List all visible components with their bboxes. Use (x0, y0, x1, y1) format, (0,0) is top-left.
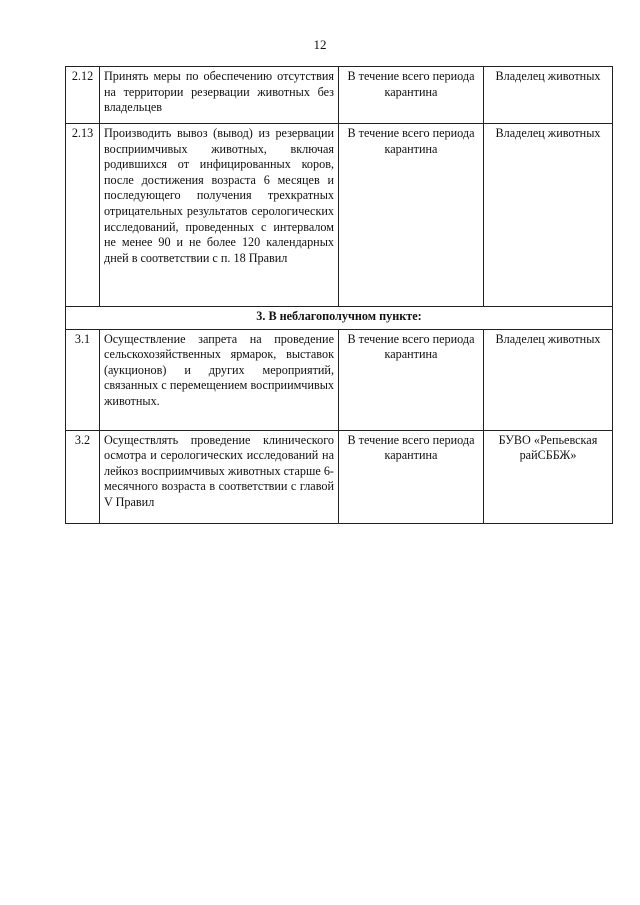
item-term: В течение всего периода карантина (339, 67, 484, 124)
item-measure: Производить вывоз (вывод) из резервации восприимчивых животных, включая родившихся от инфицированных коров, после достижения возраста 6 месяцев и последующего получения трехкратных отрицательных результатов серологических исследований, проведенных с интервалом не менее 90 и не более 120 календарных дней в соответствии с п. 18 Правил (100, 124, 339, 307)
item-measure: Принять меры по обеспечению отсутствия на территории резервации животных без владельцев (100, 67, 339, 124)
item-number: 2.12 (66, 67, 100, 124)
item-number: 3.2 (66, 430, 100, 523)
item-responsible: БУВО «Репьевская райСББЖ» (484, 430, 613, 523)
item-measure: Осуществление запрета на проведение сельскохозяйственных ярмарок, выставок (аукционов) и других мероприятий, связанных с перемещением восприимчивых животных. (100, 329, 339, 430)
item-responsible: Владелец животных (484, 124, 613, 307)
section-heading: 3. В неблагополучном пункте: (66, 307, 613, 330)
table-row (66, 430, 613, 523)
item-number: 3.1 (66, 329, 100, 430)
item-measure: Осуществлять проведение клинического осмотра и серологических исследований на лейкоз восприимчивых животных старше 6-месячного возраста в соответствии с главой V Правил (100, 430, 339, 523)
item-term: В течение всего периода карантина (339, 329, 484, 430)
section-row (66, 307, 613, 330)
table-row (66, 67, 613, 124)
table-row (66, 124, 613, 307)
table-row (66, 329, 613, 430)
item-term: В течение всего периода карантина (339, 430, 484, 523)
item-responsible: Владелец животных (484, 329, 613, 430)
page-number: 12 (313, 37, 327, 52)
item-responsible: Владелец животных (484, 67, 613, 124)
measures-table (65, 66, 613, 524)
item-term: В течение всего периода карантина (339, 124, 484, 307)
item-number: 2.13 (66, 124, 100, 307)
